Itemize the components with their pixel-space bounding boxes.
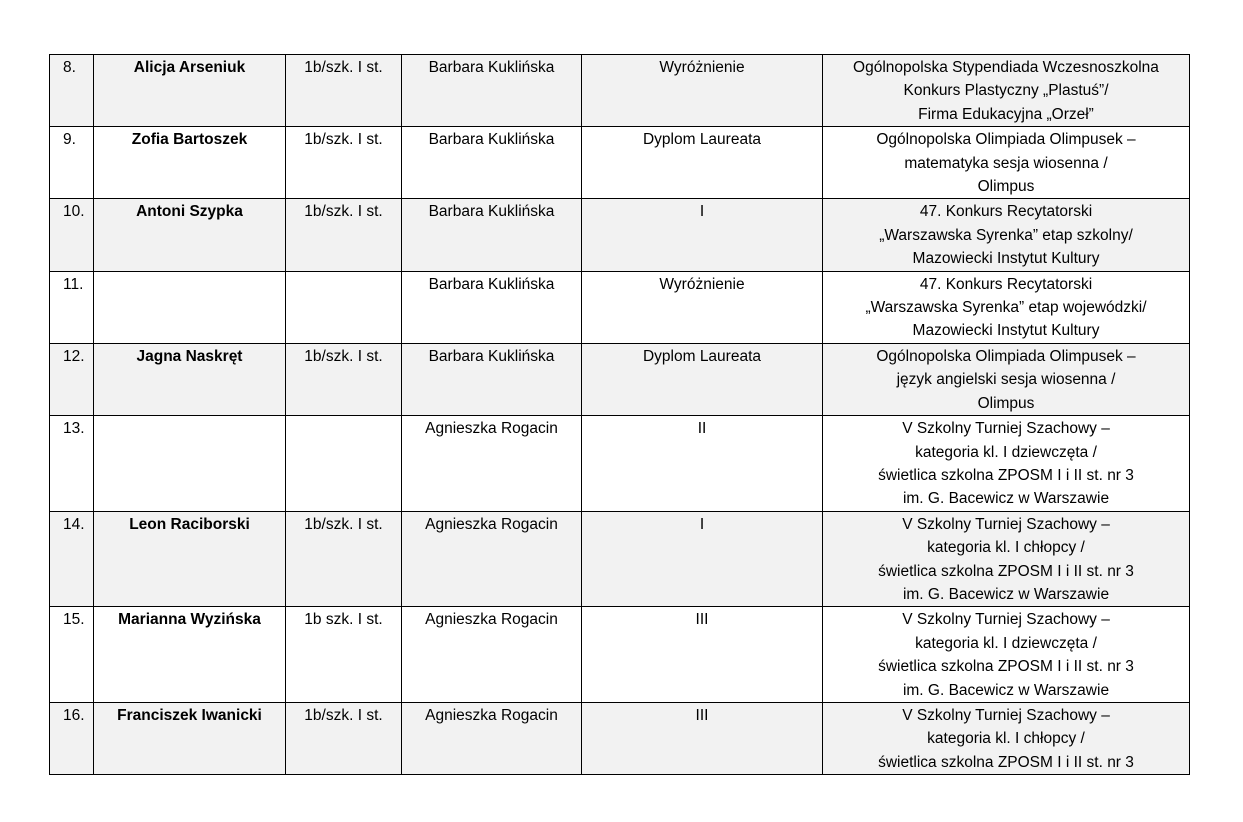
- student-class: 1b/szk. I st.: [286, 511, 402, 607]
- contest-line: Ogólnopolska Olimpiada Olimpusek –: [876, 131, 1136, 149]
- award-result: Dyplom Laureata: [582, 343, 823, 415]
- contest-description: [823, 199, 1190, 271]
- student-name: [94, 271, 286, 343]
- contest-line: Firma Edukacyjna „Orzeł”: [918, 105, 1094, 123]
- table-row: [50, 55, 1190, 127]
- contest-line: kategoria kl. I chłopcy /: [927, 539, 1085, 557]
- contest-line: V Szkolny Turniej Szachowy –: [902, 420, 1110, 438]
- award-result: Dyplom Laureata: [582, 127, 823, 199]
- contest-line: świetlica szkolna ZPOSM I i II st. nr 3: [878, 658, 1134, 676]
- student-class: [286, 416, 402, 512]
- contest-line: świetlica szkolna ZPOSM I i II st. nr 3: [878, 466, 1134, 484]
- row-number: 15.: [50, 607, 94, 703]
- table-row: [50, 199, 1190, 271]
- contest-description: [823, 55, 1190, 127]
- contest-line: kategoria kl. I chłopcy /: [927, 730, 1085, 748]
- contest-line: Mazowiecki Instytut Kultury: [912, 322, 1100, 340]
- contest-line: „Warszawska Syrenka” etap wojewódzki/: [865, 299, 1147, 317]
- contest-line: Mazowiecki Instytut Kultury: [912, 250, 1100, 268]
- table-row: [50, 702, 1190, 774]
- row-number: 9.: [50, 127, 94, 199]
- contest-description: [823, 607, 1190, 703]
- contest-line: Olimpus: [977, 178, 1035, 196]
- row-number: 14.: [50, 511, 94, 607]
- award-result: I: [582, 199, 823, 271]
- award-result: II: [582, 416, 823, 512]
- teacher-name: Agnieszka Rogacin: [402, 702, 582, 774]
- student-name: [94, 416, 286, 512]
- student-class: 1b/szk. I st.: [286, 199, 402, 271]
- student-class: 1b/szk. I st.: [286, 55, 402, 127]
- teacher-name: Barbara Kuklińska: [402, 271, 582, 343]
- award-result: III: [582, 702, 823, 774]
- table-row: [50, 607, 1190, 703]
- contest-description: [823, 702, 1190, 774]
- contest-description: [823, 416, 1190, 512]
- teacher-name: Barbara Kuklińska: [402, 55, 582, 127]
- row-number: 10.: [50, 199, 94, 271]
- award-result: Wyróżnienie: [582, 271, 823, 343]
- awards-table: [49, 54, 1190, 775]
- student-name: Marianna Wyzińska: [94, 607, 286, 703]
- contest-line: im. G. Bacewicz w Warszawie: [902, 585, 1110, 603]
- teacher-name: Agnieszka Rogacin: [402, 511, 582, 607]
- contest-description: [823, 127, 1190, 199]
- teacher-name: Barbara Kuklińska: [402, 199, 582, 271]
- student-name: Antoni Szypka: [94, 199, 286, 271]
- contest-line: „Warszawska Syrenka” etap szkolny/: [879, 226, 1133, 244]
- award-result: Wyróżnienie: [582, 55, 823, 127]
- student-class: 1b/szk. I st.: [286, 702, 402, 774]
- contest-line: Olimpus: [977, 394, 1035, 412]
- student-class: [286, 271, 402, 343]
- student-name: Alicja Arseniuk: [94, 55, 286, 127]
- award-result: I: [582, 511, 823, 607]
- contest-line: kategoria kl. I dziewczęta /: [915, 634, 1097, 652]
- student-class: 1b/szk. I st.: [286, 343, 402, 415]
- document-page: [49, 54, 1189, 775]
- contest-line: Ogólnopolska Olimpiada Olimpusek –: [876, 347, 1136, 365]
- award-result: III: [582, 607, 823, 703]
- contest-line: świetlica szkolna ZPOSM I i II st. nr 3: [878, 753, 1134, 771]
- contest-line: im. G. Bacewicz w Warszawie: [902, 490, 1110, 508]
- row-number: 13.: [50, 416, 94, 512]
- row-number: 16.: [50, 702, 94, 774]
- awards-table-body: [50, 55, 1190, 775]
- contest-line: Konkurs Plastyczny „Plastuś”/: [903, 82, 1109, 100]
- teacher-name: Agnieszka Rogacin: [402, 607, 582, 703]
- table-row: [50, 343, 1190, 415]
- contest-line: świetlica szkolna ZPOSM I i II st. nr 3: [878, 562, 1134, 580]
- contest-line: język angielski sesja wiosenna /: [896, 371, 1116, 389]
- contest-line: 47. Konkurs Recytatorski: [919, 203, 1093, 221]
- contest-line: kategoria kl. I dziewczęta /: [915, 443, 1097, 461]
- row-number: 11.: [50, 271, 94, 343]
- student-class: 1b szk. I st.: [286, 607, 402, 703]
- student-name: Leon Raciborski: [94, 511, 286, 607]
- teacher-name: Barbara Kuklińska: [402, 343, 582, 415]
- student-name: Jagna Naskręt: [94, 343, 286, 415]
- student-name: Zofia Bartoszek: [94, 127, 286, 199]
- teacher-name: Agnieszka Rogacin: [402, 416, 582, 512]
- contest-line: 47. Konkurs Recytatorski: [919, 275, 1093, 293]
- contest-line: Ogólnopolska Stypendiada Wczesnoszkolna: [853, 59, 1159, 76]
- row-number: 8.: [50, 55, 94, 127]
- contest-line: V Szkolny Turniej Szachowy –: [902, 706, 1110, 724]
- teacher-name: Barbara Kuklińska: [402, 127, 582, 199]
- contest-description: [823, 511, 1190, 607]
- student-class: 1b/szk. I st.: [286, 127, 402, 199]
- contest-line: V Szkolny Turniej Szachowy –: [902, 515, 1110, 533]
- contest-line: V Szkolny Turniej Szachowy –: [902, 611, 1110, 629]
- table-row: [50, 127, 1190, 199]
- row-number: 12.: [50, 343, 94, 415]
- contest-description: [823, 343, 1190, 415]
- student-name: Franciszek Iwanicki: [94, 702, 286, 774]
- contest-line: matematyka sesja wiosenna /: [904, 154, 1108, 172]
- table-row: [50, 416, 1190, 512]
- table-row: [50, 271, 1190, 343]
- contest-line: im. G. Bacewicz w Warszawie: [902, 681, 1110, 699]
- contest-description: [823, 271, 1190, 343]
- table-row: [50, 511, 1190, 607]
